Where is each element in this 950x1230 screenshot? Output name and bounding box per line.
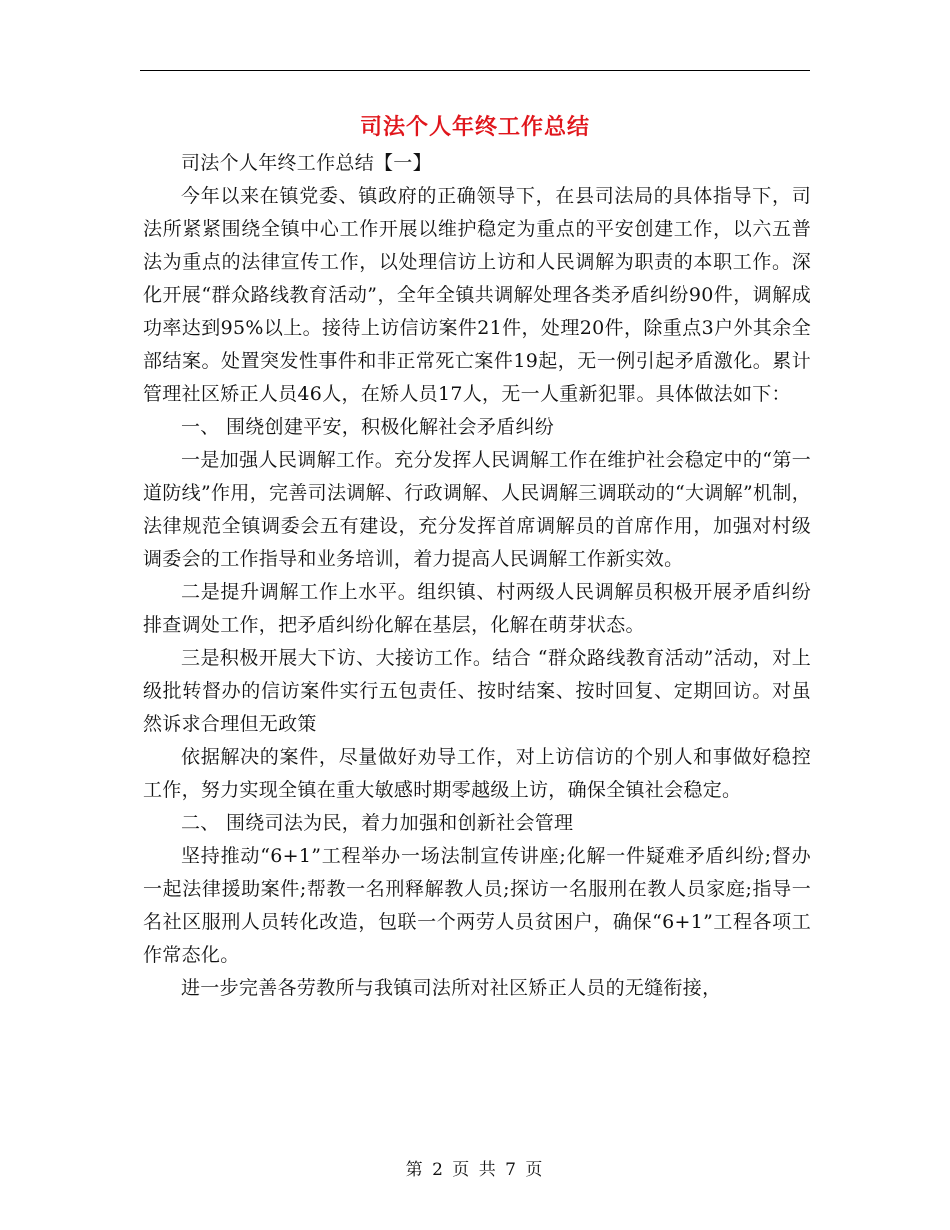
- paragraph-mediation: 一是加强人民调解工作。充分发挥人民调解工作在维护社会稳定中的“第一道防线”作用，完善司法调解、行政调解、人民调解三调联动的“大调解”机制，法律规范全镇调委会五有建设，充分发挥首席调解员的首席作用，加强对村级调委会的工作指导和业务培训，着力提高人民调解工作新实效。: [143, 449, 811, 570]
- paragraph-improve-mediation: 二是提升调解工作上水平。组织镇、村两级人民调解员积极开展矛盾纠纷排查调处工作，把矛盾纠纷化解在基层，化解在萌芽状态。: [143, 581, 811, 636]
- paragraph-community-correction: 进一步完善各劳教所与我镇司法所对社区矫正人员的无缝衔接，: [181, 977, 722, 999]
- header-rule: [140, 70, 810, 71]
- section-heading-2: 二、 围绕司法为民，着力加强和创新社会管理: [181, 812, 574, 834]
- section-heading-1: 一、 围绕创建平安，积极化解社会矛盾纠纷: [181, 416, 555, 438]
- paragraph-6-plus-1: 坚持推动“6+1”工程举办一场法制宣传讲座;化解一件疑难矛盾纠纷;督办一起法律援助案件;帮教一名刑释解教人员;探访一名服刑在教人员家庭;指导一名社区服刑人员转化改造，包联一个两劳人员贫困户，确保“6+1”工程各项工作常态化。: [143, 845, 811, 966]
- section-heading: 司法个人年终工作总结【一】: [181, 152, 432, 174]
- page-number-footer: 第 2 页 共 7 页: [405, 1160, 545, 1180]
- intro-paragraph: 今年以来在镇党委、镇政府的正确领导下，在县司法局的具体指导下，司法所紧紧围绕全镇中心工作开展以维护稳定为重点的平安创建工作，以六五普法为重点的法律宣传工作，以处理信访上访和人民调解为职责的本职工作。深化开展“群众路线教育活动”，全年全镇共调解处理各类矛盾纠纷90件，调解成功率达到95%以上。接待上访信访案件21件，处理20件，除重点3户外其余全部结案。处置突发性事件和非正常死亡案件19起，无一例引起矛盾激化。累计管理社区矫正人员46人，在矫人员17人，无一人重新犯罪。具体做法如下：: [143, 185, 811, 405]
- paragraph-persuasion: 依据解决的案件，尽量做好劝导工作，对上访信访的个别人和事做好稳控工作，努力实现全镇在重大敏感时期零越级上访，确保全镇社会稳定。: [143, 746, 811, 801]
- document-title: 司法个人年终工作总结: [359, 114, 590, 140]
- paragraph-petition: 三是积极开展大下访、大接访工作。结合 “群众路线教育活动”活动，对上级批转督办的信访案件实行五包责任、按时结案、按时回复、定期回访。对虽然诉求合理但无政策: [143, 647, 811, 735]
- document-body: [143, 147, 811, 1005]
